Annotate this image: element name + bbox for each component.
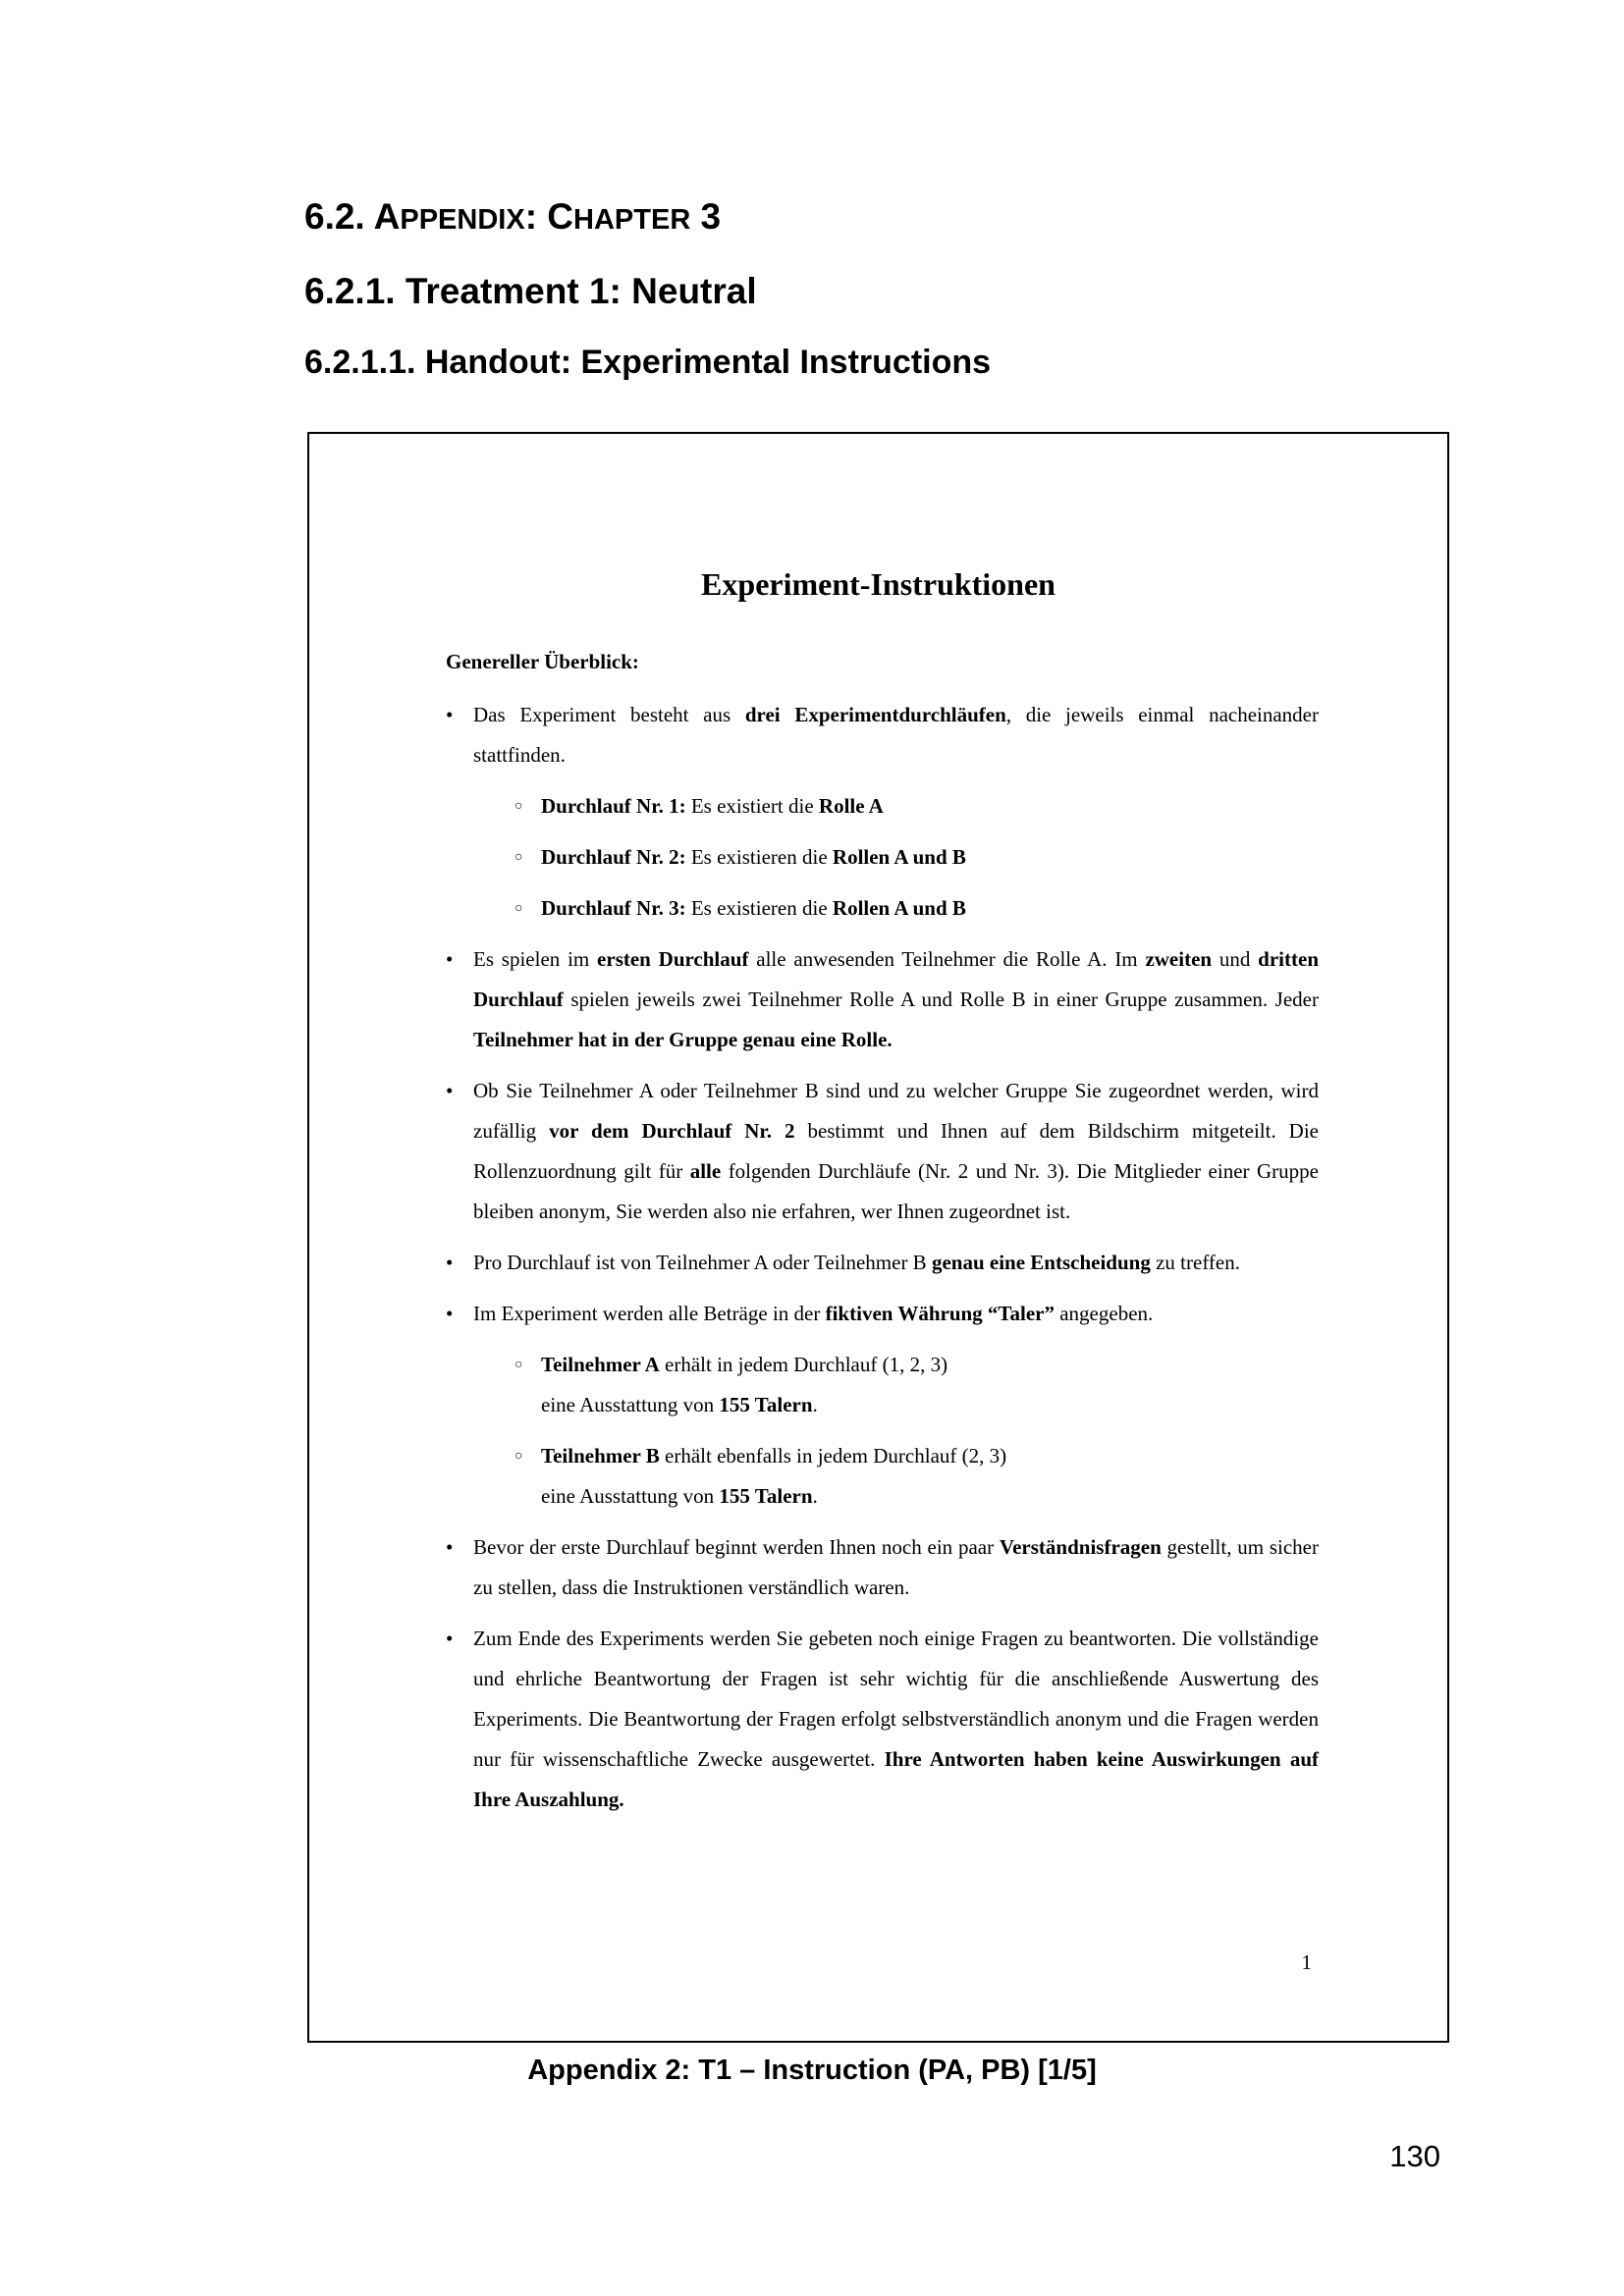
sub-list-item: ○ Teilnehmer A erhält in jedem Durchlauf (1, 2, 3) eine Ausstattung von 155 Talern. <box>446 1345 1319 1425</box>
instruction-list <box>446 695 1319 1831</box>
list-item: • Ob Sie Teilnehmer A oder Teilnehmer B sind und zu welcher Gruppe Sie zugeordnet werden, wird zufällig vor dem Durchlauf Nr. 2 bestimmt und Ihnen auf dem Bildschirm mitgeteilt. Die Rollenzuordnung gilt für alle folgenden Durchläufe (Nr. 2 und Nr. 3). Die Mitglieder einer Gruppe bleiben anonym, Sie werden also nie erfahren, wer Ihnen zugeordnet ist. <box>446 1071 1319 1232</box>
list-item: • Im Experiment werden alle Beträge in der fiktiven Währung “Taler” angegeben. <box>446 1294 1319 1334</box>
sub-list-item: ○ Durchlauf Nr. 2: Es existieren die Rollen A und B <box>446 837 1319 878</box>
sub-list-item: ○ Teilnehmer B erhält ebenfalls in jedem Durchlauf (2, 3) eine Ausstattung von 155 Talern. <box>446 1436 1319 1517</box>
sub-list-item: ○ Durchlauf Nr. 1: Es existiert die Rolle A <box>446 786 1319 827</box>
subsubsection-heading: 6.2.1.1. Handout: Experimental Instructions <box>304 344 992 381</box>
list-item: • Zum Ende des Experiments werden Sie gebeten noch einige Fragen zu beantworten. Die vollständige und ehrliche Beantwortung der Fragen ist sehr wichtig für die anschließende Auswertung des Experiments. Die Beantwortung der Fragen erfolgt selbstverständlich anonym und die Fragen werden nur für wissenschaftliche Zwecke ausgewertet. Ihre Antworten haben keine Auswirkungen auf Ihre Auszahlung. <box>446 1619 1319 1820</box>
handout-title: Experiment-Instruktionen <box>701 566 1056 602</box>
section-heading: 6.2. APPENDIX: CHAPTER 3 <box>304 196 722 237</box>
list-item: • Pro Durchlauf ist von Teilnehmer A oder Teilnehmer B genau eine Entscheidung zu treffen. <box>446 1243 1319 1283</box>
handout-page-number: 1 <box>1301 1950 1312 1974</box>
list-item: • Es spielen im ersten Durchlauf alle anwesenden Teilnehmer die Rolle A. Im zweiten und dritten Durchlauf spielen jeweils zwei Teilnehmer Rolle A und Rolle B in einer Gruppe zusammen. Jeder Teilnehmer hat in der Gruppe genau eine Rolle. <box>446 939 1319 1060</box>
subsection-heading: 6.2.1. Treatment 1: Neutral <box>304 271 757 311</box>
page-number: 130 <box>1389 2139 1440 2173</box>
sub-list-item: ○ Durchlauf Nr. 3: Es existieren die Rollen A und B <box>446 888 1319 929</box>
handout-frame <box>307 432 1449 2043</box>
figure-caption: Appendix 2: T1 – Instruction (PA, PB) [1/5] <box>527 2055 1097 2086</box>
list-item: • Bevor der erste Durchlauf beginnt werden Ihnen noch ein paar Verständnisfragen gestellt, um sicher zu stellen, dass die Instruktionen verständlich waren. <box>446 1527 1319 1608</box>
list-item: • Das Experiment besteht aus drei Experimentdurchläufen, die jeweils einmal nacheinander stattfinden. <box>446 695 1319 775</box>
overview-heading: Genereller Überblick: <box>446 650 639 673</box>
